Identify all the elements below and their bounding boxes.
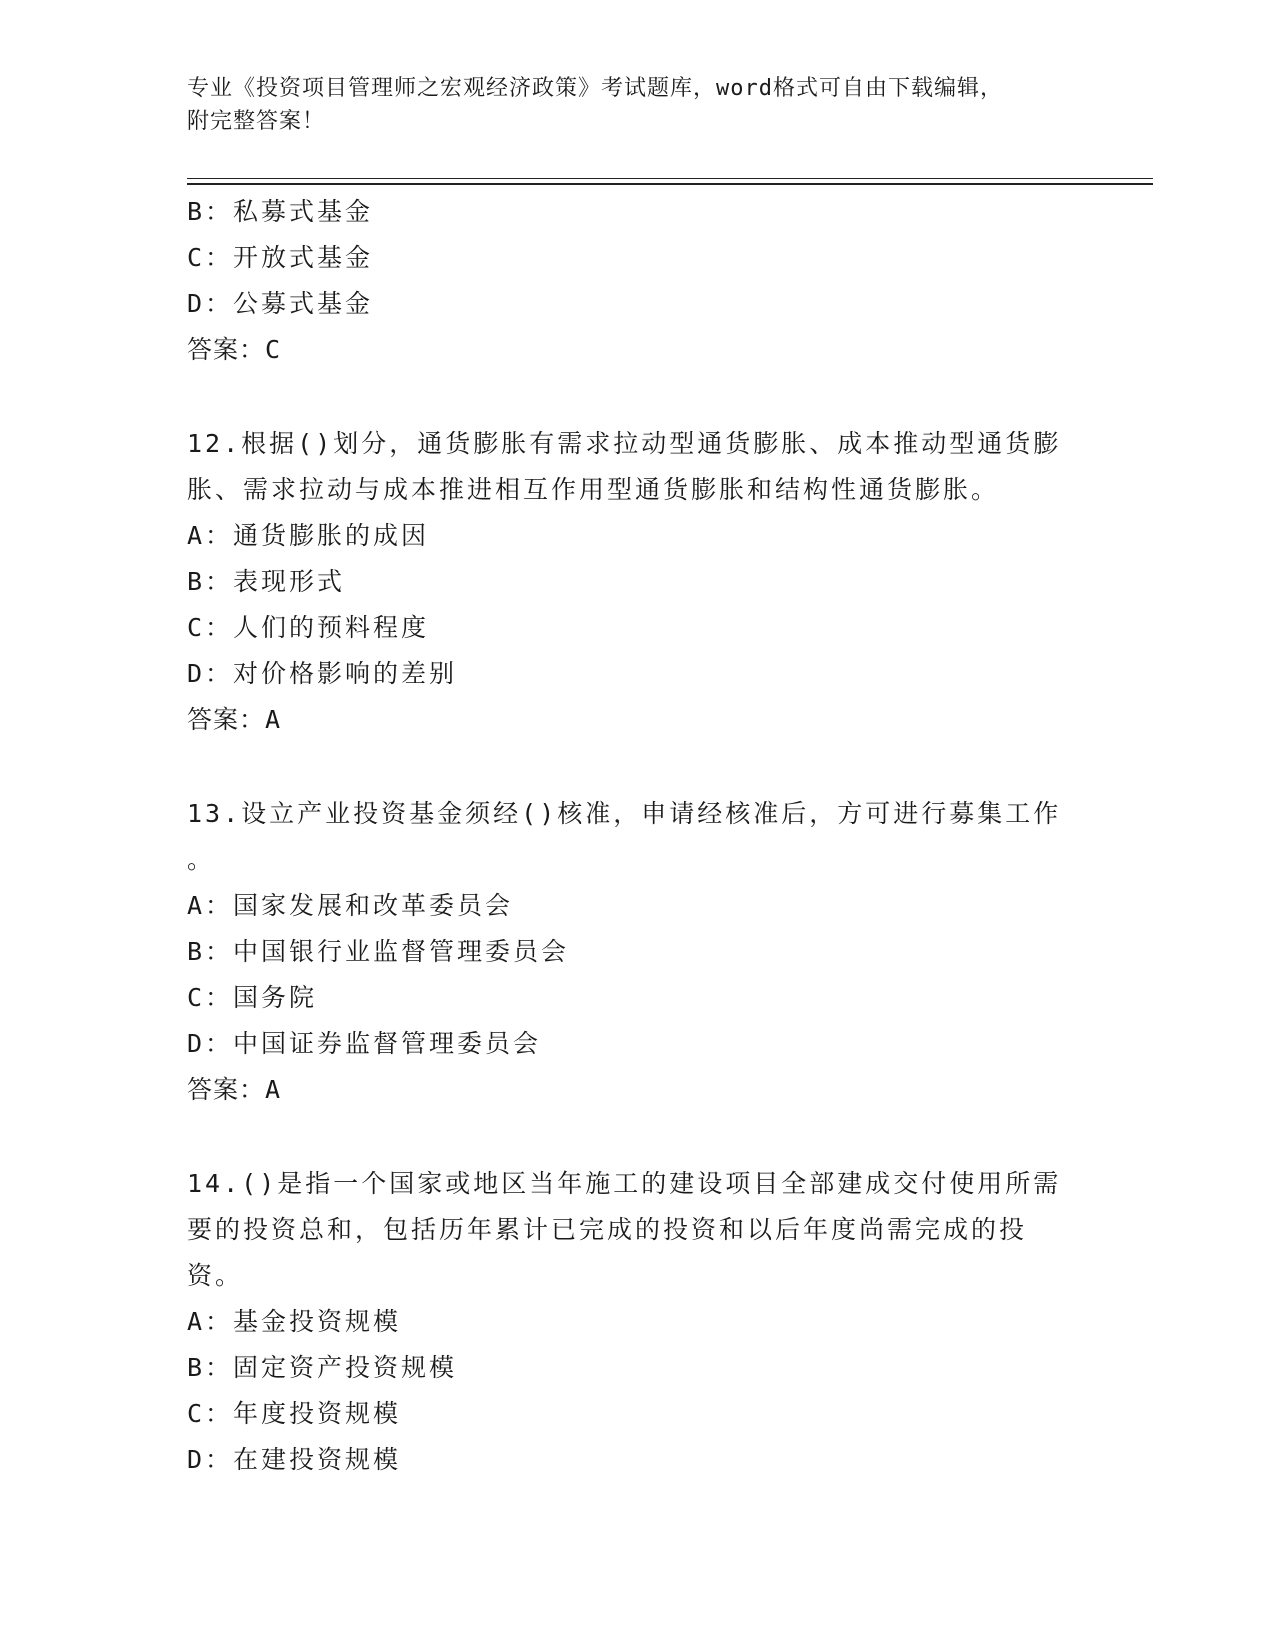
question-text: 13.设立产业投资基金须经()核准，申请经核准后，方可进行募集工作 。	[187, 799, 1062, 874]
question-text: 14.()是指一个国家或地区当年施工的建设项目全部建成交付使用所需 要的投资总和，包括历年累计已完成的投资和以后年度尚需完成的投 资。	[187, 1169, 1062, 1290]
answer-label: 答案：	[187, 1075, 266, 1104]
continued-question	[187, 189, 1087, 373]
answer-value: A	[265, 1075, 282, 1104]
answer-line	[187, 697, 1087, 743]
option-b: B：表现形式	[187, 567, 346, 596]
question-text: 12.根据()划分，通货膨胀有需求拉动型通货膨胀、成本推动型通货膨 胀、需求拉动与成本推进相互作用型通货膨胀和结构性通货膨胀。	[187, 429, 1062, 504]
option-a: A：国家发展和改革委员会	[187, 891, 514, 920]
header-divider-thick	[187, 183, 1153, 185]
header-line-1: 专业《投资项目管理师之宏观经济政策》考试题库，word格式可自由下载编辑，	[187, 76, 1003, 101]
question-12	[187, 421, 1087, 743]
option-a: A：通货膨胀的成因	[187, 521, 430, 550]
option-b: B：私募式基金	[187, 197, 374, 226]
question-13	[187, 791, 1087, 1113]
answer-label: 答案：	[187, 335, 266, 364]
option-c: C：人们的预料程度	[187, 613, 430, 642]
option-c: C：开放式基金	[187, 243, 374, 272]
header-line-2: 附完整答案！	[187, 109, 326, 134]
option-d: D：中国证券监督管理委员会	[187, 1029, 542, 1058]
question-content	[187, 189, 1087, 1483]
option-c: C：国务院	[187, 983, 318, 1012]
document-header	[187, 72, 1067, 138]
answer-value: C	[265, 335, 282, 364]
question-14	[187, 1161, 1087, 1483]
header-divider-thin	[187, 178, 1153, 179]
option-d: D：公募式基金	[187, 289, 374, 318]
option-a: A：基金投资规模	[187, 1307, 402, 1336]
answer-value: A	[265, 705, 282, 734]
answer-label: 答案：	[187, 705, 266, 734]
option-b: B：中国银行业监督管理委员会	[187, 937, 570, 966]
option-c: C：年度投资规模	[187, 1399, 402, 1428]
option-b: B：固定资产投资规模	[187, 1353, 458, 1382]
option-d: D：在建投资规模	[187, 1445, 402, 1474]
answer-line	[187, 1067, 1087, 1113]
answer-line	[187, 327, 1087, 373]
option-d: D：对价格影响的差别	[187, 659, 458, 688]
